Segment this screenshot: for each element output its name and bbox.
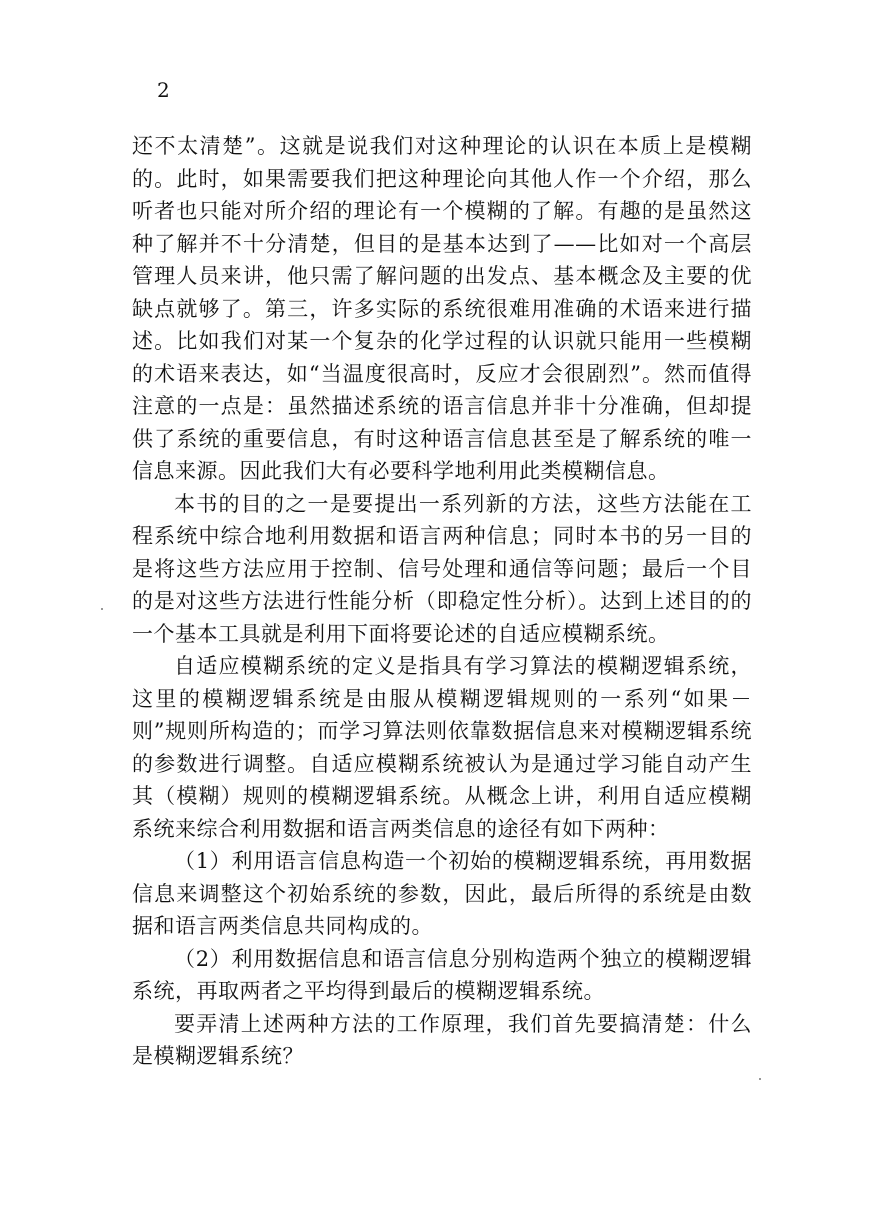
page-number: 2 xyxy=(157,78,170,102)
scan-speck xyxy=(101,608,103,610)
paragraph-5: （2）利用数据信息和语言信息分别构造两个独立的模糊逻辑系统，再取两者之平均得到最后的模糊逻辑系统。 xyxy=(132,946,752,1003)
body-text xyxy=(132,130,752,1073)
paragraph-2: 本书的目的之一是要提出一系列新的方法，这些方法能在工程系统中综合地利用数据和语言两种信息；同时本书的另一目的是将这些方法应用于控制、信号处理和通信等问题；最后一个目的是对这些方法进行性能分析（即稳定性分析）。达到上述目的的一个基本工具就是利用下面将要论述的自适应模糊系统。 xyxy=(132,491,752,646)
paragraph-6: 要弄清上述两种方法的工作原理，我们首先要搞清楚：什么是模糊逻辑系统？ xyxy=(132,1011,752,1068)
paragraph-3: 自适应模糊系统的定义是指具有学习算法的模糊逻辑系统，这里的模糊逻辑系统是由服从模糊逻辑规则的一系列“如果－则”规则所构造的；而学习算法则依靠数据信息来对模糊逻辑系统的参数进行调整。自适应模糊系统被认为是通过学习能自动产生其（模糊）规则的模糊逻辑系统。从概念上讲，利用自适应模糊系统来综合利用数据和语言两类信息的途径有如下两种： xyxy=(132,654,752,841)
scan-speck xyxy=(759,1078,761,1080)
paragraph-4: （1）利用语言信息构造一个初始的模糊逻辑系统，再用数据信息来调整这个初始系统的参数，因此，最后所得的系统是由数据和语言两类信息共同构成的。 xyxy=(132,849,752,938)
paragraph-1: 还不太清楚”。这就是说我们对这种理论的认识在本质上是模糊的。此时，如果需要我们把这种理论向其他人作一个介绍，那么听者也只能对所介绍的理论有一个模糊的了解。有趣的是虽然这种了解并不十分清楚，但目的是基本达到了——比如对一个高层管理人员来讲，他只需了解问题的出发点、基本概念及主要的优缺点就够了。第三，许多实际的系统很难用准确的术语来进行描述。比如我们对某一个复杂的化学过程的认识就只能用一些模糊的术语来表达，如“当温度很高时，反应才会很剧烈”。然而值得注意的一点是：虽然描述系统的语言信息并非十分准确，但却提供了系统的重要信息，有时这种语言信息甚至是了解系统的唯一信息来源。因此我们大有必要科学地利用此类模糊信息。 xyxy=(132,134,752,483)
